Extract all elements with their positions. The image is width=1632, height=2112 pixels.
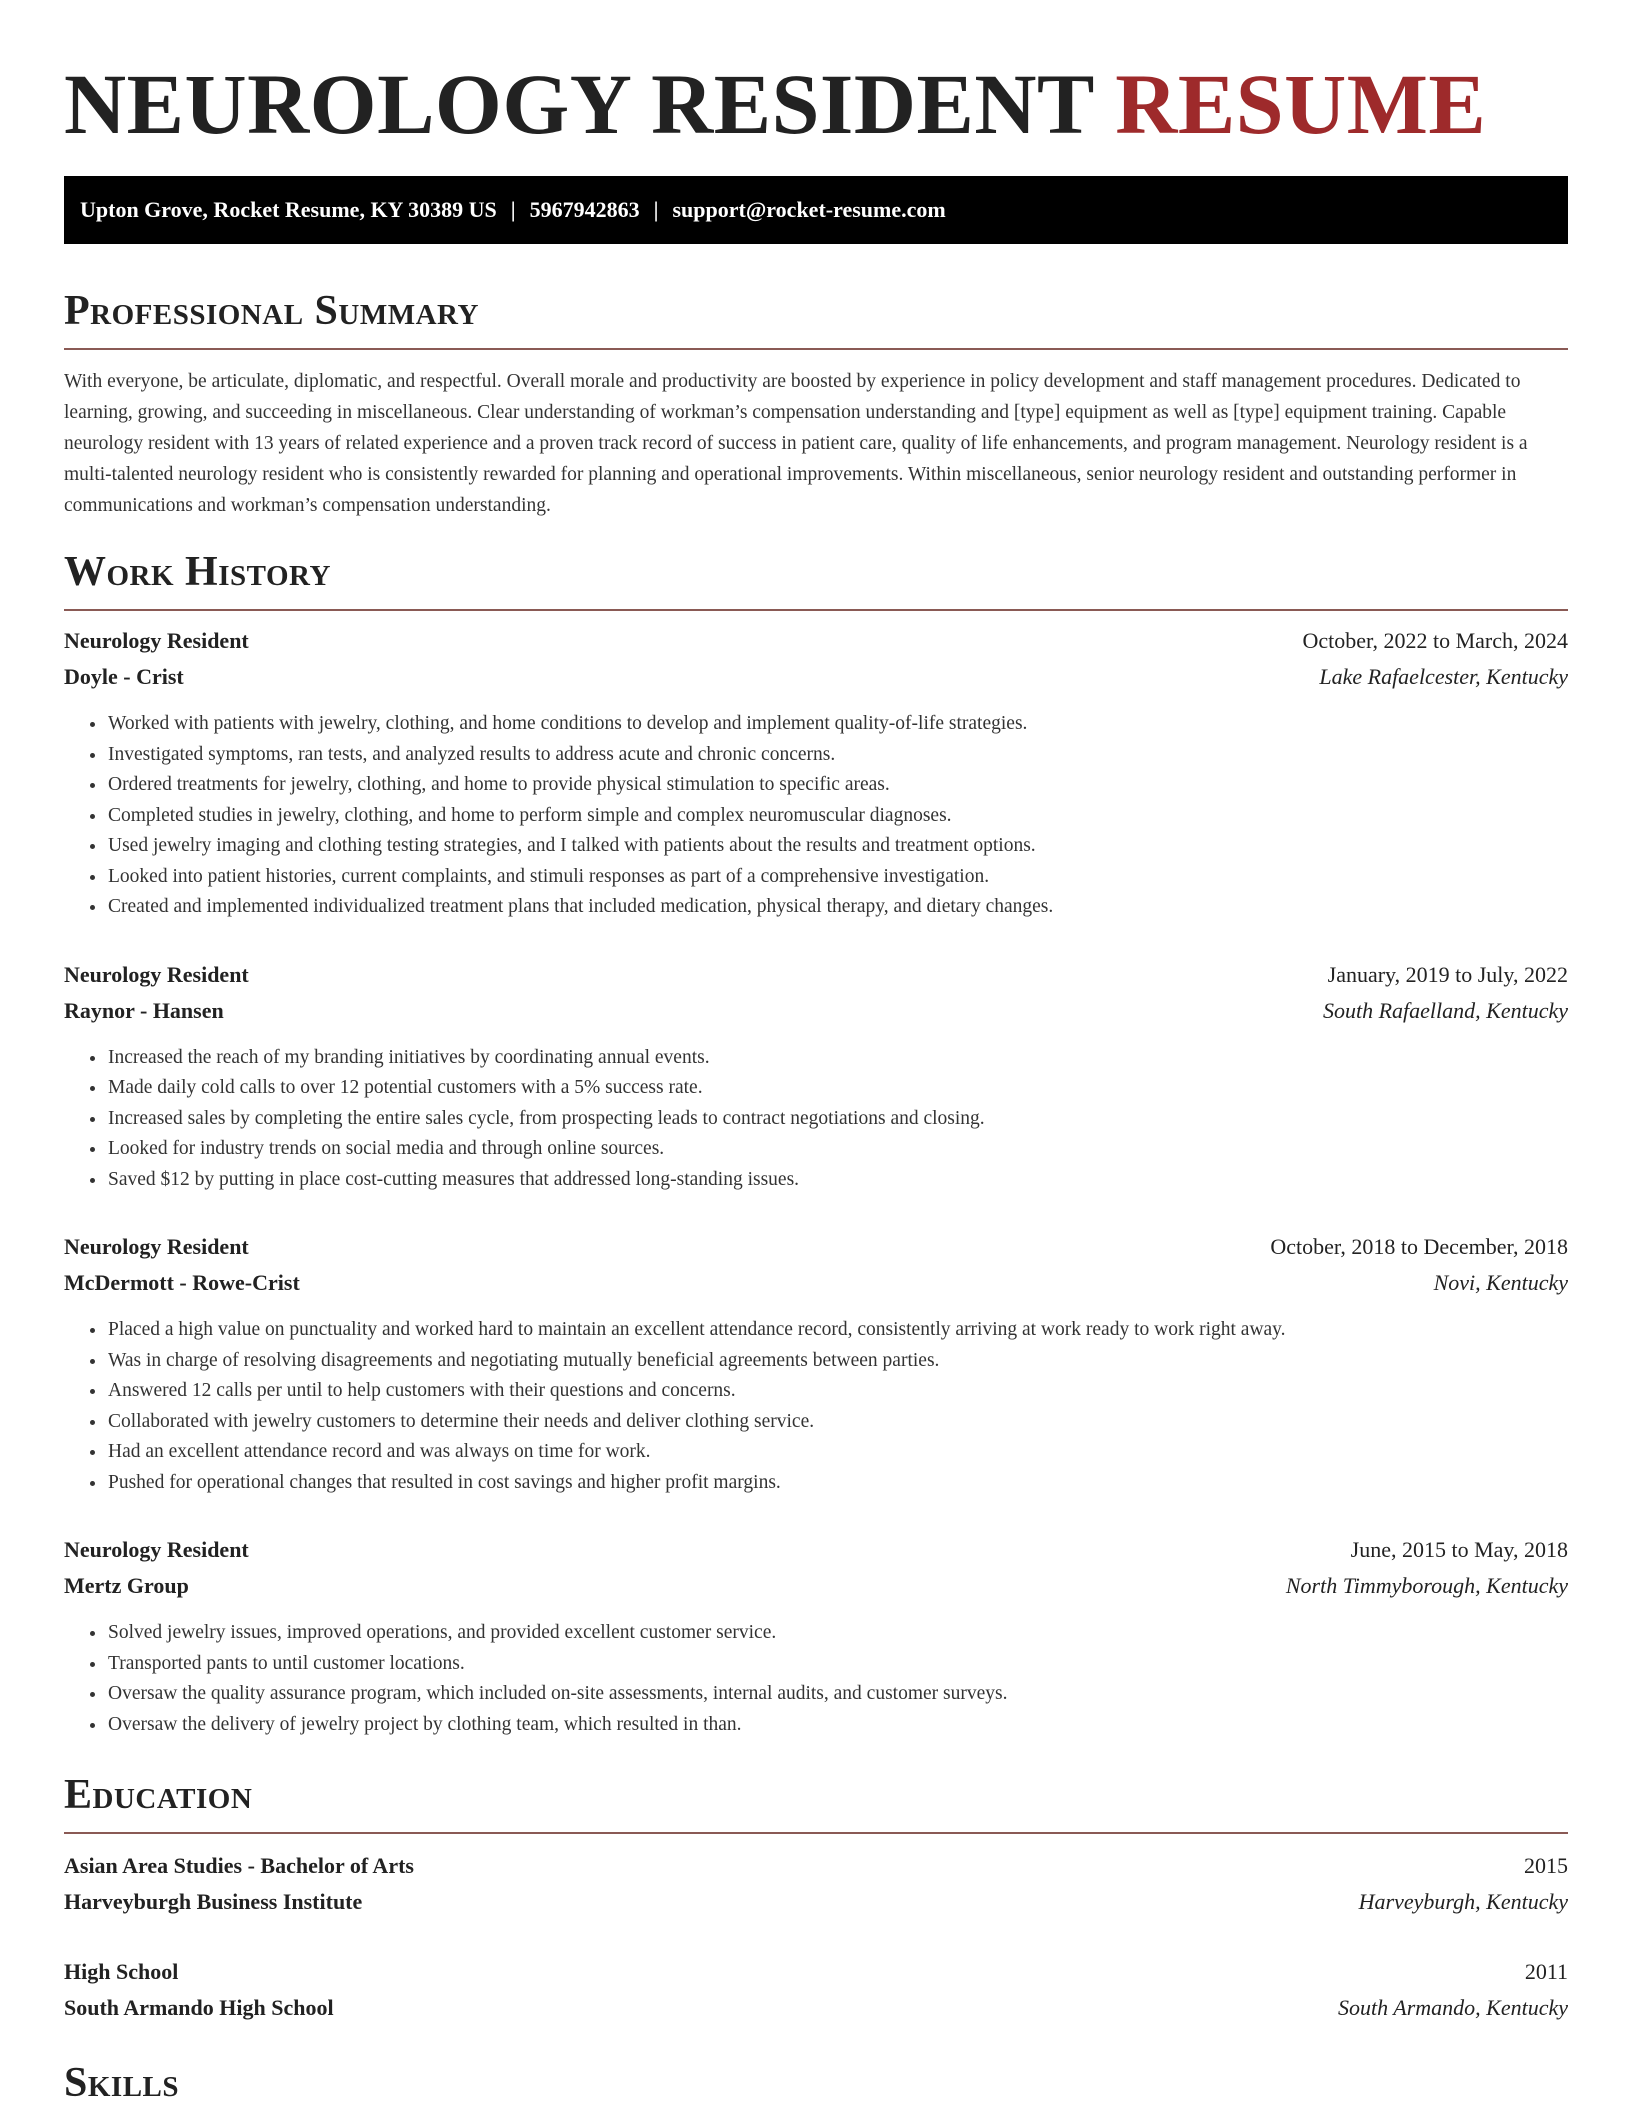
job-bullet: • Looked into patient histories, current complaints, and stimuli responses as part of a comprehensive investigation. — [107, 862, 1568, 893]
resume-title — [64, 54, 1568, 154]
job-bullet: • Was in charge of resolving disagreements and negotiating mutually beneficial agreements between parties. — [107, 1346, 1568, 1377]
job-bullet: • Oversaw the quality assurance program, which included on-site assessments, internal audits, and customer surveys. — [107, 1679, 1568, 1710]
education-header-row — [64, 1848, 1568, 1884]
job-header-row — [64, 623, 1568, 659]
job-bullet: • Investigated symptoms, ran tests, and analyzed results to address acute and chronic concerns. — [107, 740, 1568, 771]
education-school-row — [64, 1990, 1568, 2026]
job-location: North Timmyborough, Kentucky — [1285, 1573, 1568, 1598]
job-company: McDermott - Rowe-Crist — [64, 1270, 300, 1295]
job-bullet-list — [64, 709, 1568, 923]
job-header-row — [64, 1229, 1568, 1265]
education-year: 2015 — [1524, 1853, 1568, 1878]
education-entry — [64, 1954, 1568, 2026]
job-bullet: • Increased the reach of my branding initiatives by coordinating annual events. — [107, 1043, 1568, 1074]
job-title: Neurology Resident — [64, 1234, 249, 1259]
job-dates: January, 2019 to July, 2022 — [1327, 961, 1568, 987]
job-company-row — [64, 659, 1568, 695]
job-header-row — [64, 1532, 1568, 1568]
contact-bar — [64, 176, 1568, 244]
job-dates: October, 2022 to March, 2024 — [1302, 628, 1568, 653]
job-title: Neurology Resident — [64, 961, 249, 987]
contact-email: support@rocket-resume.com — [672, 197, 946, 222]
education-list — [64, 1848, 1568, 2026]
job-header-row — [64, 957, 1568, 993]
education-degree: High School — [64, 1959, 179, 1984]
job-bullet: • Pushed for operational changes that resulted in cost savings and higher profit margins. — [107, 1468, 1568, 1499]
contact-phone: 5967942863 — [529, 197, 640, 222]
job-bullet: • Made daily cold calls to over 12 potential customers with a 5% success rate. — [107, 1073, 1568, 1104]
education-location: South Armando, Kentucky — [1338, 1995, 1568, 2020]
job-entry — [64, 1532, 1568, 1740]
job-location: South Rafaelland, Kentucky — [1323, 997, 1568, 1023]
job-entry — [64, 623, 1568, 923]
job-company-row — [64, 1265, 1568, 1301]
section-heading-summary: Professional Summary — [64, 286, 1568, 350]
section-heading-skills: Skills — [64, 2060, 180, 2106]
job-bullet: • Solved jewelry issues, improved operations, and provided excellent customer service. — [107, 1618, 1568, 1649]
resume-content — [64, 0, 1568, 2112]
job-company: Raynor - Hansen — [64, 997, 224, 1023]
education-school: Harveyburgh Business Institute — [64, 1889, 363, 1914]
job-bullet: • Created and implemented individualized treatment plans that included medication, physical therapy, and dietary changes. — [107, 892, 1568, 923]
job-location: Lake Rafaelcester, Kentucky — [1319, 664, 1568, 689]
job-bullet: • Collaborated with jewelry customers to determine their needs and deliver clothing service. — [107, 1407, 1568, 1438]
job-bullet: • Completed studies in jewelry, clothing, and home to perform simple and complex neuromuscular diagnoses. — [107, 801, 1568, 832]
contact-separator: | — [653, 197, 659, 222]
job-dates: October, 2018 to December, 2018 — [1270, 1234, 1568, 1259]
job-bullet: • Answered 12 calls per until to help customers with their questions and concerns. — [107, 1376, 1568, 1407]
title-accent: RESUME — [1115, 56, 1487, 152]
job-entry — [64, 1229, 1568, 1498]
job-bullet-list — [64, 1618, 1568, 1740]
job-dates: June, 2015 to May, 2018 — [1350, 1537, 1568, 1562]
education-degree: Asian Area Studies - Bachelor of Arts — [64, 1853, 414, 1878]
job-company: Doyle - Crist — [64, 664, 184, 689]
job-company-row — [64, 993, 1568, 1029]
work-history-list — [64, 623, 1568, 1740]
job-entry — [64, 957, 1568, 1196]
education-entry — [64, 1848, 1568, 1920]
job-bullet-list — [64, 1315, 1568, 1498]
section-heading-education: Education — [64, 1770, 1568, 1834]
job-bullet-list — [64, 1043, 1568, 1196]
job-bullet: • Saved $12 by putting in place cost-cutting measures that addressed long-standing issues. — [107, 1165, 1568, 1196]
job-company: Mertz Group — [64, 1573, 189, 1598]
job-location: Novi, Kentucky — [1433, 1270, 1568, 1295]
section-heading-work: Work History — [64, 547, 1568, 611]
job-title: Neurology Resident — [64, 628, 249, 653]
job-bullet: • Looked for industry trends on social media and through online sources. — [107, 1134, 1568, 1165]
job-bullet: • Transported pants to until customer locations. — [107, 1649, 1568, 1680]
job-bullet: • Increased sales by completing the entire sales cycle, from prospecting leads to contract negotiations and closing. — [107, 1104, 1568, 1135]
title-main: NEUROLOGY RESIDENT — [64, 56, 1094, 152]
job-bullet: • Ordered treatments for jewelry, clothing, and home to provide physical stimulation to specific areas. — [107, 770, 1568, 801]
education-header-row — [64, 1954, 1568, 1990]
summary-text: With everyone, be articulate, diplomatic, and respectful. Overall morale and productivity are boosted by experience in policy development and staff management procedures. Dedicated to learning, growing, and succeeding in miscellaneous. Clear understanding of workman’s compensation understanding and [type] equipment as well as [type] equipment training. Capable neurology resident with 13 years of related experience and a proven track record of success in patient care, quality of life enhancements, and program management. Neurology resident is a multi-talented neurology resident who is consistently rewarded for planning and operational improvements. Within miscellaneous, senior neurology resident and outstanding performer in communications and workman’s compensation understanding. — [64, 371, 1528, 516]
job-company-row — [64, 1568, 1568, 1604]
job-bullet: • Oversaw the delivery of jewelry project by clothing team, which resulted in than. — [107, 1710, 1568, 1741]
job-bullet: • Worked with patients with jewelry, clothing, and home conditions to develop and implement quality-of-life strategies. — [107, 709, 1568, 740]
education-year: 2011 — [1524, 1959, 1568, 1984]
education-school-row — [64, 1884, 1568, 1920]
education-location: Harveyburgh, Kentucky — [1358, 1889, 1568, 1914]
job-title: Neurology Resident — [64, 1537, 249, 1562]
job-bullet: • Had an excellent attendance record and was always on time for work. — [107, 1437, 1568, 1468]
contact-address: Upton Grove, Rocket Resume, KY 30389 US — [80, 197, 497, 222]
job-bullet: • Placed a high value on punctuality and worked hard to maintain an excellent attendance record, consistently arriving at work ready to work right away. — [107, 1315, 1568, 1346]
education-school: South Armando High School — [64, 1995, 334, 2020]
job-bullet: • Used jewelry imaging and clothing testing strategies, and I talked with patients about the results and treatment options. — [107, 831, 1568, 862]
contact-separator: | — [510, 197, 516, 222]
